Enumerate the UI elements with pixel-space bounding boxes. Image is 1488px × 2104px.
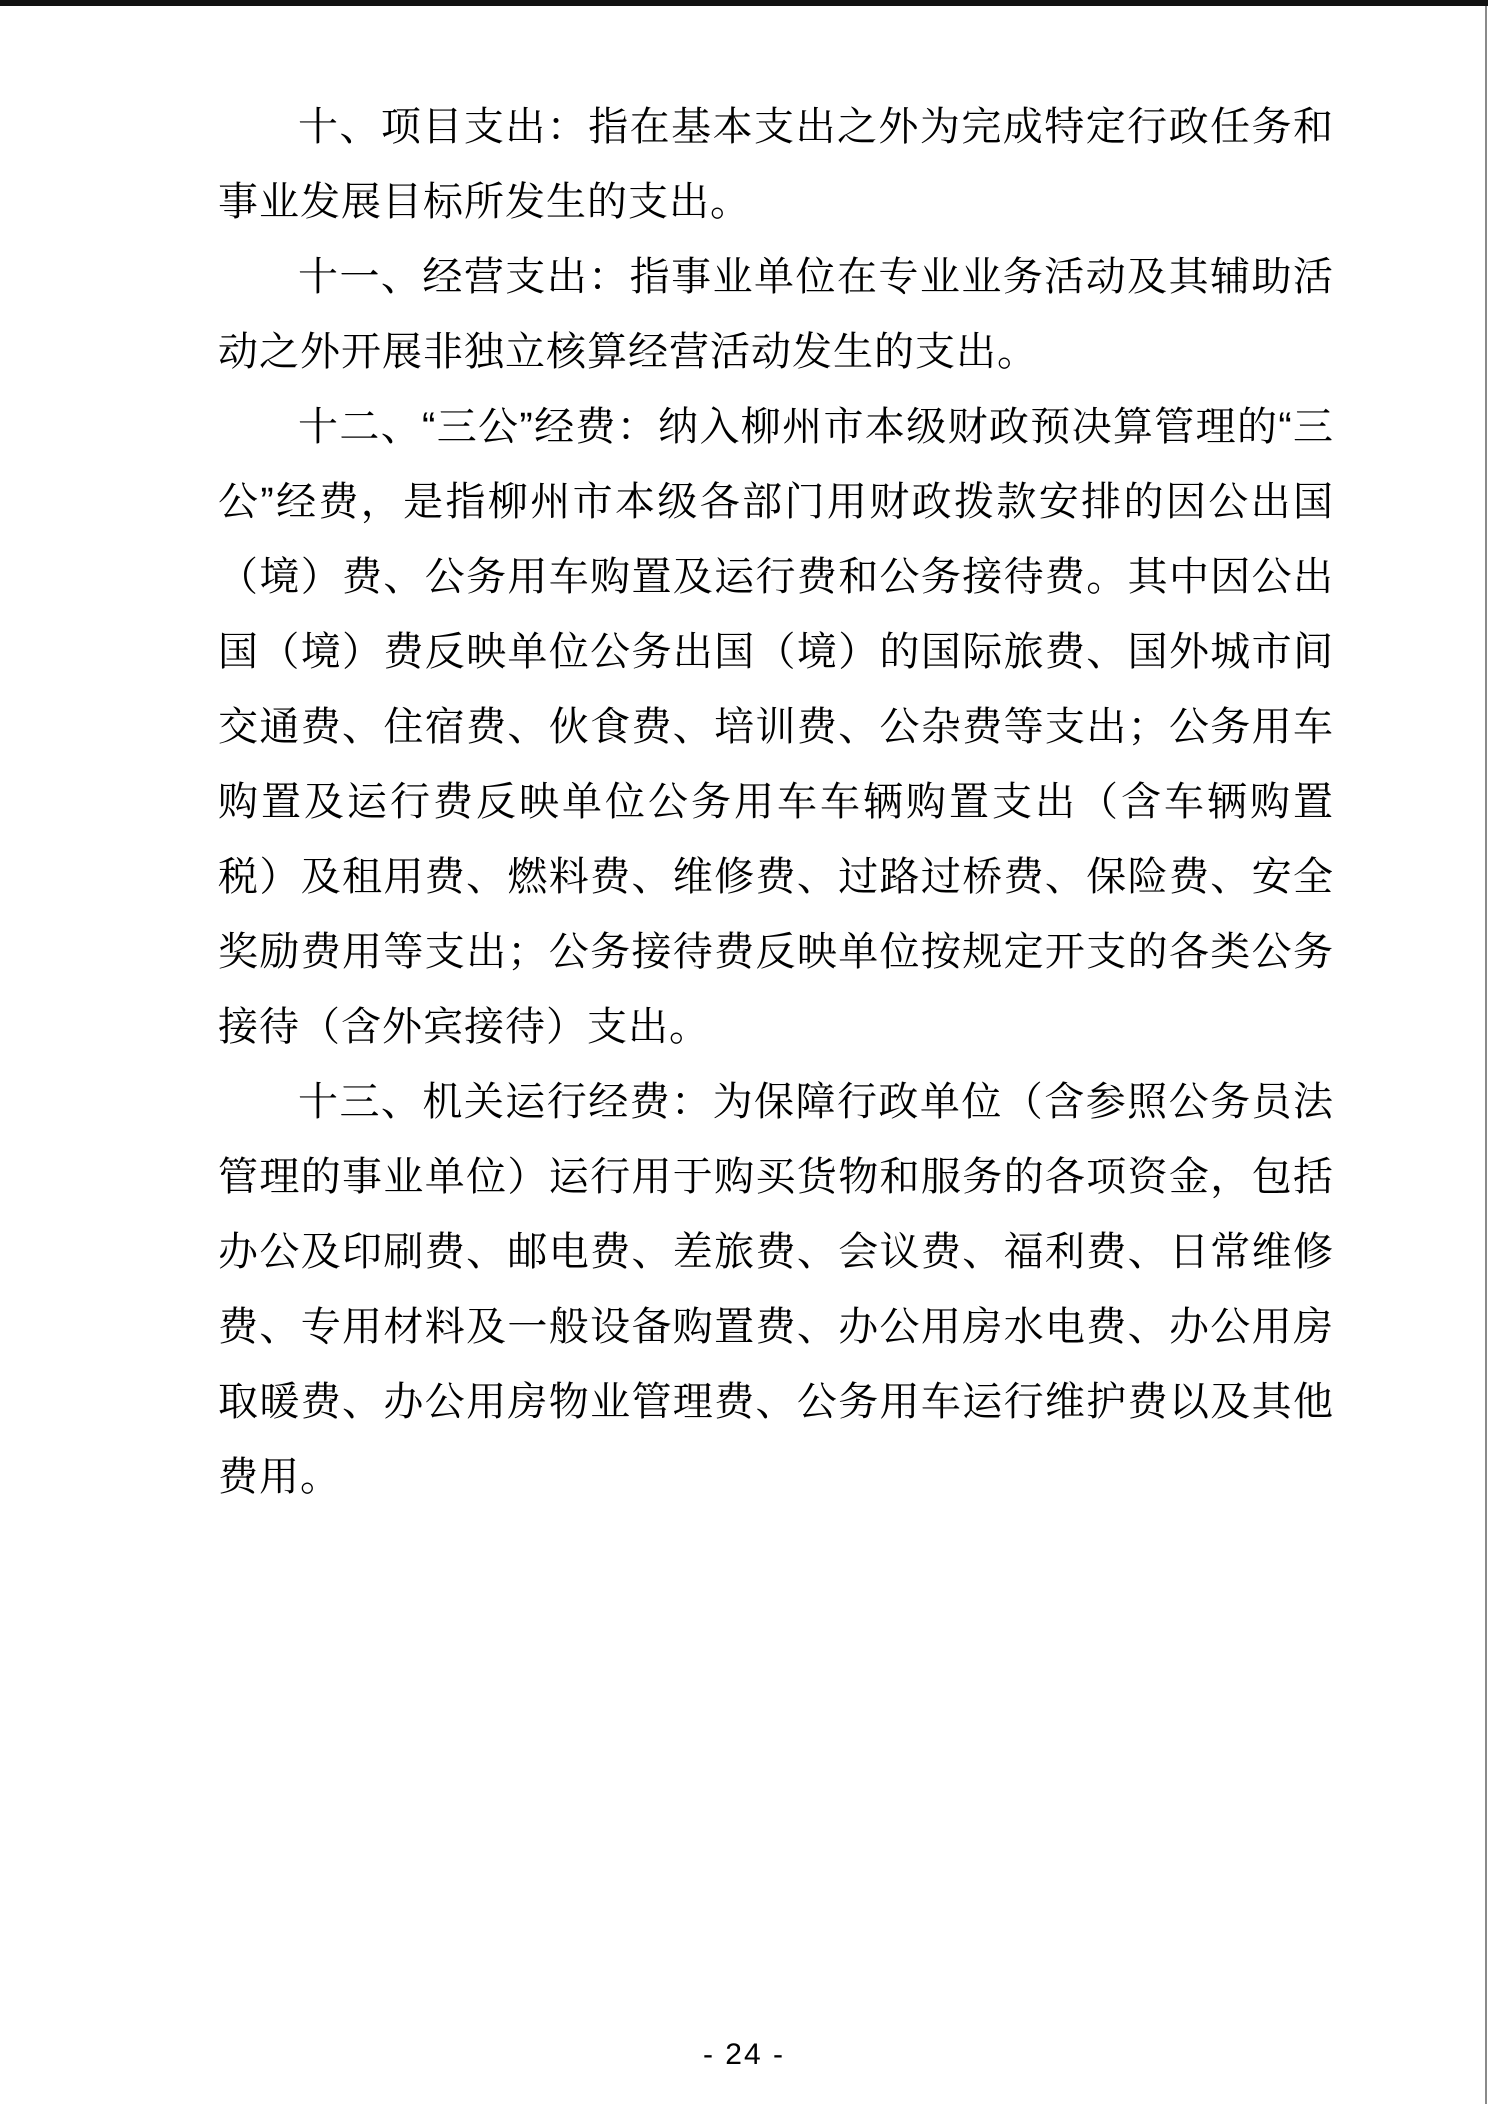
definition-paragraph-10-project-expenditure: 十、项目支出：指在基本支出之外为完成特定行政任务和事业发展目标所发生的支出。 xyxy=(218,105,1334,224)
scan-artifact-top-edge xyxy=(0,0,1488,6)
definition-paragraph-11-operating-expenditure: 十一、经营支出：指事业单位在专业业务活动及其辅助活动之外开展非独立核算经营活动发生的支出。 xyxy=(218,255,1334,374)
page-number: - 24 - xyxy=(702,2038,786,2071)
definition-paragraph-13-agency-operating-funds: 十三、机关运行经费：为保障行政单位（含参照公务员法管理的事业单位）运行用于购买货物和服务的各项资金，包括办公及印刷费、邮电费、差旅费、会议费、福利费、日常维修费、专用材料及一般设备购置费、办公用房水电费、办公用房取暖费、办公用房物业管理费、公务用车运行维护费以及其他费用。 xyxy=(218,1080,1334,1499)
page-footer xyxy=(0,2038,1488,2072)
definition-paragraph-12-three-public-funds: 十二、“三公”经费：纳入柳州市本级财政预决算管理的“三公”经费，是指柳州市本级各部门用财政拨款安排的因公出国（境）费、公务用车购置及运行费和公务接待费。其中因公出国（境）费反映单位公务出国（境）的国际旅费、国外城市间交通费、住宿费、伙食费、培训费、公杂费等支出；公务用车购置及运行费反映单位公务用车车辆购置支出（含车辆购置税）及租用费、燃料费、维修费、过路过桥费、保险费、安全奖励费用等支出；公务接待费反映单位按规定开支的各类公务接待（含外宾接待）支出。 xyxy=(218,405,1334,1049)
document-body xyxy=(218,90,1334,1515)
scan-artifact-right-edge xyxy=(1485,6,1487,2104)
